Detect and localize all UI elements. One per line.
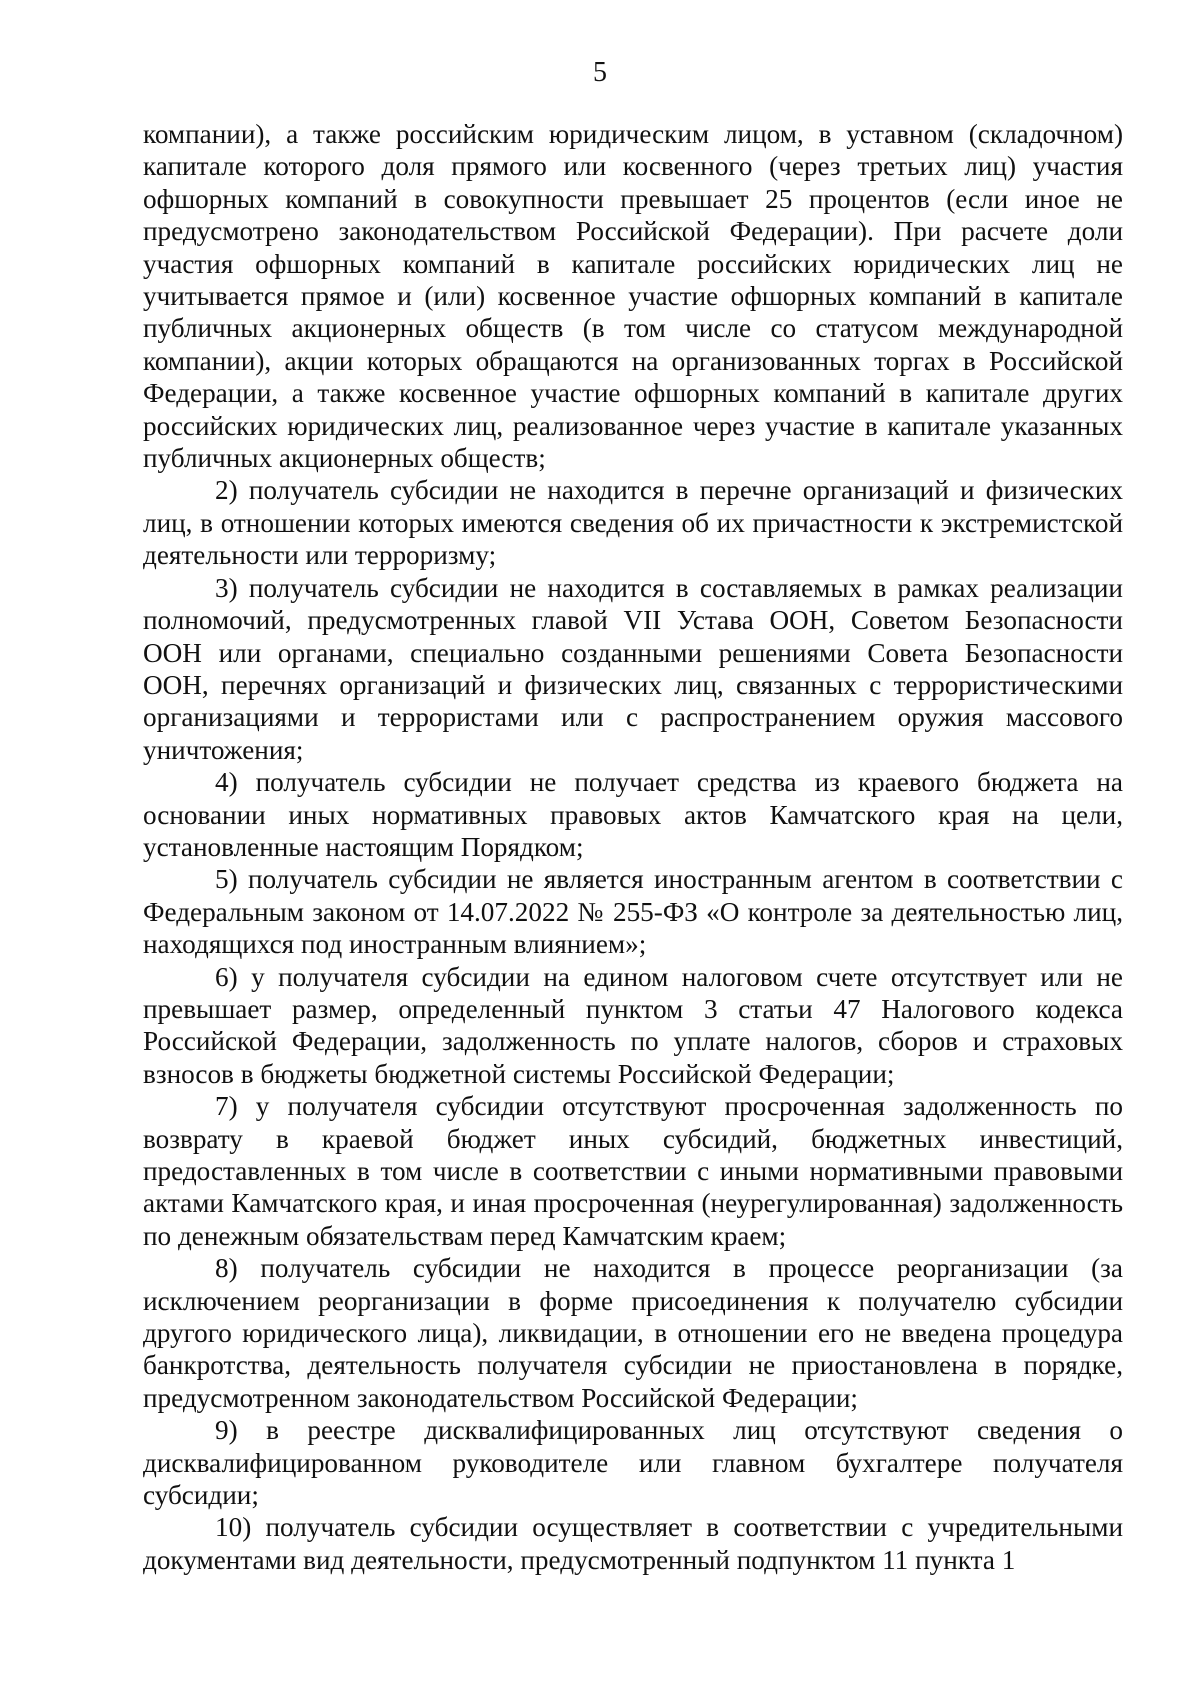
paragraph-item-10: 10) получатель субсидии осуществляет в соответствии с учредительными документами вид деятельности, предусмотренный подпунктом 11 пункта 1	[143, 1512, 1123, 1575]
paragraph-item-7: 7) у получателя субсидии отсутствуют просроченная задолженность по возврату в краевой бюджет иных субсидий, бюджетных инвестиций, предоставленных в том числе в соответствии с иными нормативными правовыми актами Камчатского края, и иная просроченная (неурегулированная) задолженность по денежным обязательствам перед Камчатским краем;	[143, 1091, 1123, 1251]
paragraph-item-2: 2) получатель субсидии не находится в перечне организаций и физических лиц, в отношении которых имеются сведения об их причастности к экстремистской деятельности или терроризму;	[143, 475, 1123, 571]
page-number: 5	[593, 57, 607, 88]
paragraph-item-6: 6) у получателя субсидии на едином налоговом счете отсутствует или не превышает размер, определенный пунктом 3 статьи 47 Налогового кодекса Российской Федерации, задолженность по уплате налогов, сборов и страховых взносов в бюджеты бюджетной системы Российской Федерации;	[143, 961, 1123, 1089]
paragraph-continuation: компании), а также российским юридическим лицом, в уставном (складочном) капитале которого доля прямого или косвенного (через третьих лиц) участия офшорных компаний в совокупности превышает 25 процентов (если иное не предусмотрено законодательством Российской Федерации). При расчете доли участия офшорных компаний в капитале российских юридических лиц не учитывается прямое и (или) косвенное участие офшорных компаний в капитале публичных акционерных обществ (в том числе со статусом международной компании), акции которых обращаются на организованных торгах в Российской Федерации, а также косвенное участие офшорных компаний в капитале других российских юридических лиц, реализованное через участие в капитале указанных публичных акционерных обществ;	[143, 119, 1123, 474]
document-body	[143, 118, 1123, 1576]
paragraph-item-3: 3) получатель субсидии не находится в составляемых в рамках реализации полномочий, предусмотренных главой VII Устава ООН, Советом Безопасности ООН или органами, специально созданными решениями Совета Безопасности ООН, перечнях организаций и физических лиц, связанных с террористическими организациями и террористами или с распространением оружия массового уничтожения;	[143, 572, 1123, 765]
paragraph-item-5: 5) получатель субсидии не является иностранным агентом в соответствии с Федеральным законом от 14.07.2022 № 255-ФЗ «О контроле за деятельностью лиц, находящихся под иностранным влиянием»;	[143, 864, 1123, 960]
paragraph-item-4: 4) получатель субсидии не получает средства из краевого бюджета на основании иных нормативных правовых актов Камчатского края на цели, установленные настоящим Порядком;	[143, 767, 1123, 862]
paragraph-item-8: 8) получатель субсидии не находится в процессе реорганизации (за исключением реорганизации в форме присоединения к получателю субсидии другого юридического лица), ликвидации, в отношении его не введена процедура банкротства, деятельность получателя субсидии не приостановлена в порядке, предусмотренном законодательством Российской Федерации;	[143, 1253, 1123, 1413]
paragraph-item-9: 9) в реестре дисквалифицированных лиц отсутствуют сведения о дисквалифицированном руководителе или главном бухгалтере получателя субсидии;	[143, 1415, 1123, 1511]
